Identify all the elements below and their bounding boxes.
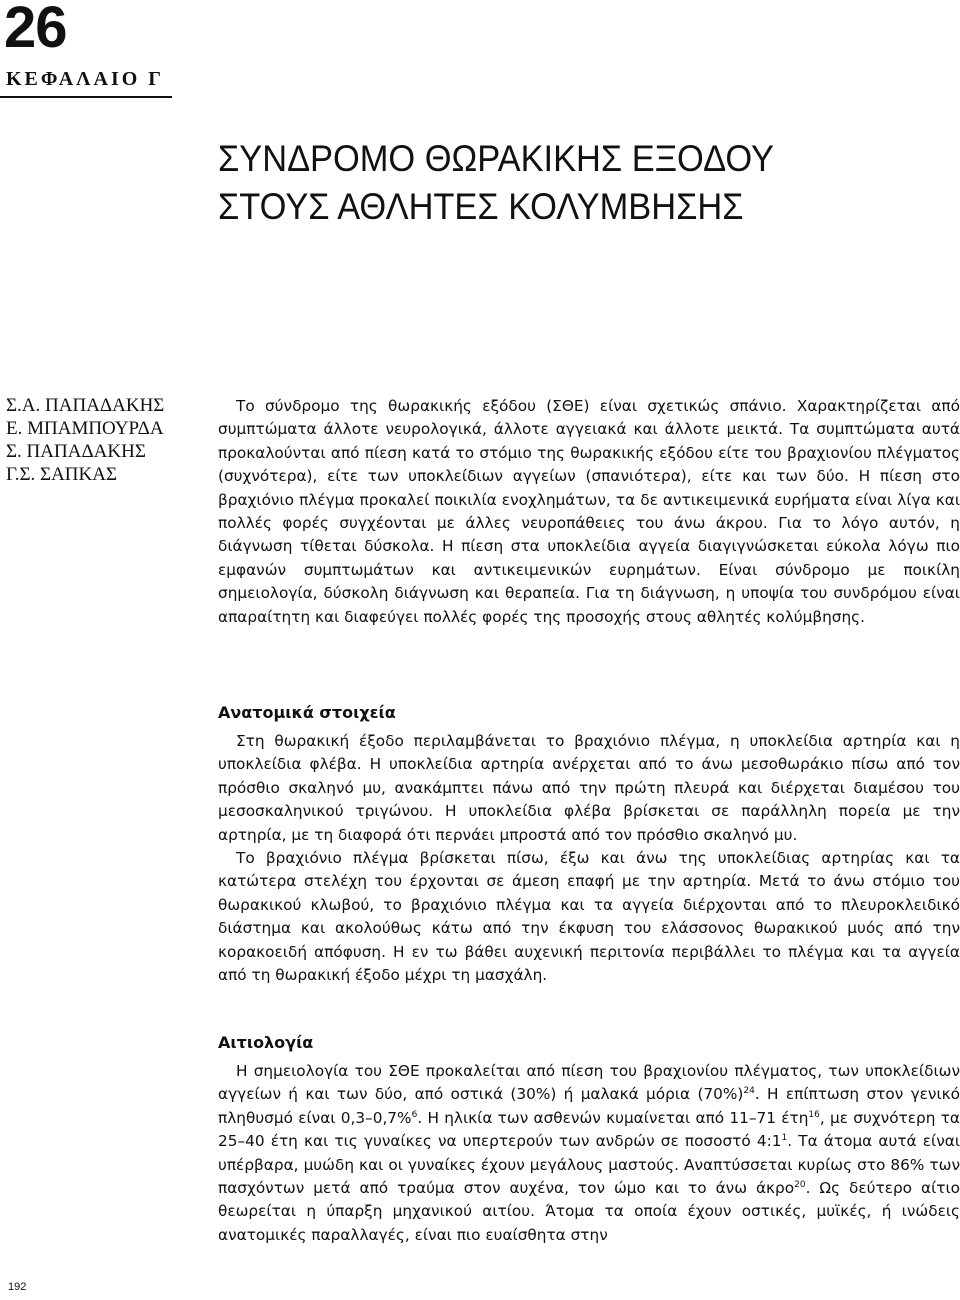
citation-ref: 24 <box>743 1086 755 1097</box>
etiology-text: . Η επίπτωση στον γενικό πληθυσμό είναι 0,3–0,7% <box>218 1085 960 1127</box>
author-list <box>6 394 164 486</box>
etiology-text: Η σημειολογία του ΣΘΕ προκαλείται από πίεση του βραχιονίου πλέγματος, των υποκλείδιων αγγείων ή και των δύο, από οστικά (30%) ή μαλακά μόρια (70%) <box>218 1062 960 1104</box>
citation-ref: 20 <box>794 1179 806 1190</box>
etiology-text: . Η ηλικία των ασθενών κυμαίνεται από 11–71 έτη <box>417 1108 809 1127</box>
author: Ε. ΜΠΑΜΠΟΥΡΔΑ <box>6 418 164 439</box>
etiology-text: , με συχνότερη τα 25–40 έτη και τις γυναίκες να υπερτερούν των ανδρών σε ποσοστό 4:1 <box>218 1108 960 1151</box>
chapter-number: 26 <box>4 0 67 60</box>
title-line-1: ΣΥΝΔΡΟΜΟ ΘΩΡΑΚΙΚΗΣ ΕΞΟΔΟΥ <box>218 138 774 179</box>
anatomy-heading: Ανατομικά στοιχεία <box>218 703 396 722</box>
chapter-label: ΚΕΦΑΛΑΙΟ Γ <box>6 68 165 90</box>
etiology-paragraph <box>218 1060 960 1247</box>
title-line-2: ΣΤΟΥΣ ΑΘΛΗΤΕΣ ΚΟΛΥΜΒΗΣΗΣ <box>218 186 744 227</box>
citation-ref: 1 <box>781 1133 788 1144</box>
author: Γ.Σ. ΣΑΠΚΑΣ <box>6 464 118 485</box>
author: Σ.Α. ΠΑΠΑΔΑΚΗΣ <box>6 395 165 416</box>
etiology-text: . Τα άτομα αυτά είναι υπέρβαρα, μυώδη και οι γυναίκες έχουν μεγάλους μαστούς. Αναπτύσσεται κυρίως στο 86% των πασχόντων μετά από τραύμα στον αυχένα, τον ώμο και το άνω άκρο <box>218 1132 960 1198</box>
citation-ref: 16 <box>808 1109 820 1120</box>
citation-ref: 6 <box>411 1109 418 1120</box>
intro-section <box>218 395 960 629</box>
etiology-text: . Ως δεύτερο αίτιο θεωρείται η ύπαρξη μηχανικού αιτίου. Άτομα τα οποία έχουν οστικές, μυϊκές, ή ινώδεις ανατομικές παραλλαγές, είναι πιο ευαίσθητα στην <box>218 1179 960 1244</box>
page-title <box>218 135 897 231</box>
page-number: 192 <box>8 1281 27 1293</box>
chapter-divider <box>0 96 172 98</box>
intro-paragraph: Το σύνδρομο της θωρακικής εξόδου (ΣΘΕ) είναι σχετικώς σπάνιο. Χαρακτηρίζεται από συμπτώματα άλλοτε νευρολογικά, άλλοτε αγγειακά και άλλοτε μεικτά. Τα συμπτώματα αυτά προκαλούνται από πίεση κατά το στόμιο της θωρακικής εξόδου είτε του βραχιονίου πλέγματος (συχνότερα), είτε των υποκλείδιων αγγείων (σπανιότερα), είτε και των δύο. Η πίεση στο βραχιόνιο πλέγμα προκαλεί ποικιλία ενοχλημάτων, τα δε αντικειμενικά ευρήματα είναι λίγα και πολλές φορές συγχέονται με άλλες νευροπάθειες του άνω άκρου. Για το λόγο αυτόν, η διάγνωση τίθεται δύσκολα. Η πίεση στα υποκλείδια αγγεία διαγιγνώσκεται εύκολα λόγω πιο εμφανών συμπτωμάτων και αντικειμενικών ευρημάτων. Είναι σύνδρομο με ποικίλη σημειολογία, δύσκολη διάγνωση και θεραπεία. Για τη διάγνωση, η υποψία του συνδρόμου είναι απαραίτητη και διαφεύγει πολλές φορές της προσοχής στους αθλητές κολύμβησης. <box>218 397 960 626</box>
etiology-section <box>218 1060 960 1247</box>
etiology-heading: Αιτιολογία <box>218 1033 314 1052</box>
anatomy-section <box>218 730 960 987</box>
author: Σ. ΠΑΠΑΔΑΚΗΣ <box>6 441 146 462</box>
anatomy-paragraph-2: Το βραχιόνιο πλέγμα βρίσκεται πίσω, έξω και άνω της υποκλείδιας αρτηρίας και τα κατώτερα στελέχη του έρχονται σε άμεση επαφή με την αρτηρία. Μετά το άνω στόμιο του θωρακικού κλωβού, το βραχιόνιο πλέγμα και τα αγγεία διέρχονται από το πλευροκλειδικό διάστημα και ακολούθως κάτω από την έκφυση του ελάσσονος θωρακικού μυός από την κορακοειδή απόφυση. Η εν τω βάθει αυχενική περιτονία περιβάλλει το πλέγμα και τα αγγεία από τη θωρακική έξοδο μέχρι τη μασχάλη. <box>218 849 960 985</box>
anatomy-paragraph-1: Στη θωρακική έξοδο περιλαμβάνεται το βραχιόνιο πλέγμα, η υποκλείδια αρτηρία και η υποκλείδια φλέβα. Η υποκλείδια αρτηρία ανέρχεται από το άνω μεσοθωράκιο πίσω από τον πρόσθιο σκαληνό μυ, ανακάμπτει πάνω από την πρώτη πλευρά και διέρχεται διαμέσου του μεσοσκαληνικού τριγώνου. Η υποκλείδια φλέβα βρίσκεται σε παράλληλη πορεία με την αρτηρία, με τη διαφορά ότι περνάει μπροστά από τον πρόσθιο σκαληνό μυ. <box>218 732 960 844</box>
